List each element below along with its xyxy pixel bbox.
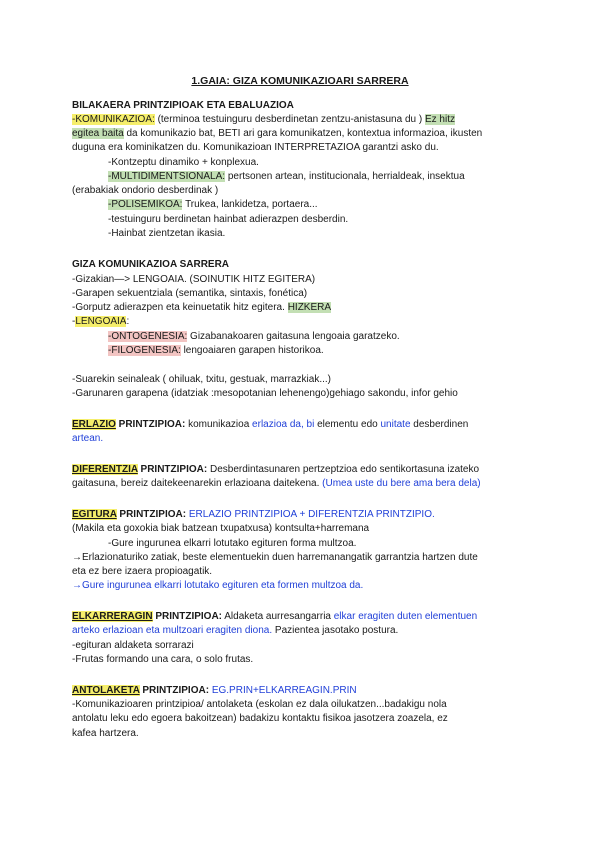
multidimentsionala-term: -MULTIDIMENTSIONALA: [108,171,226,182]
egitura-line-6: →Gure ingurunea elkarri lotutako egituren eta formen multzoa da. [72,580,364,591]
diferentzia-text-1: Desberdintasunaren pertzeptzioa edo sentikortasuna izateko [207,464,480,475]
antolaketa-blue-1: EG.PRIN+ELKARREAGIN.PRIN [211,685,357,696]
garunaren-line: -Garunaren garapena (idatziak :mesopotanian lehenengo)gehiago sakondu, infor gehio [72,388,458,399]
diferentzia-text-2: gaitasuna, bereiz daitekeenarekin erlazioana daitekena. [72,478,323,489]
erlazio-text-2: elementu edo [314,419,381,430]
egitura-label: PRINTZIPIOA: [116,509,189,520]
antolaketa-line-1 [72,684,357,697]
diferentzia-blue-1: (Umea uste du bere ama bera dela) [322,478,481,489]
hizkera-highlight: HIZKERA [287,302,332,313]
antolaketa-name: ANTOLAKETA [72,685,140,696]
section-heading-giza: GIZA KOMUNIKAZIOA SARRERA [72,259,230,270]
polisemikoa-line [108,198,318,211]
lengoaia-dash: - [72,316,76,327]
diferentzia-line-2 [72,477,481,490]
erlazio-text-3: desberdinen [410,419,469,430]
elkarreragin-blue-2: arteko erlazioan eta multzoari eragiten diona. [72,625,273,636]
elkarreragin-label: PRINTZIPIOA: [152,611,223,622]
filogenesia-text: lengoaiaren garapen historikoa. [180,345,324,356]
filogenesia-line [108,344,324,357]
antolaketa-line-2: -Komunikazioaren printzipioa/ antolaketa (eskolan ez dala oilukatzen...badakigu nola [72,699,447,710]
page-title: 1.GAIA: GIZA KOMUNIKAZIOARI SARRERA [191,75,409,87]
antolaketa-line-4: kafea hartzera. [72,728,139,739]
ontogenesia-term: -ONTOGENESIA: [108,331,188,342]
egitura-line-5: eta ez bere izaera propioagatik. [72,566,213,577]
erlazio-blue-2: unitate [380,419,411,430]
polisemikoa-text: Trukea, lankidetza, portaera... [182,199,318,210]
diferentzia-line-1 [72,463,479,476]
gizakian-line: -Gizakian—> LENGOAIA. (SOINUTIK HITZ EGITERA) [72,274,316,285]
lengoaia-term: LENGOAIA [75,316,127,327]
lengoaia-line [72,315,129,328]
gorputz-line [72,301,331,314]
egitura-line-1 [72,508,435,521]
hainbat-line: -Hainbat zientzetan ikasia. [108,228,226,239]
multidimentsionala-text: pertsonen artean, institucionala, herrialdeak, insektua [225,171,465,182]
polisemikoa-term: -POLISEMIKOA: [108,199,183,210]
elkarreragin-line-3: -egituran aldaketa sorrarazi [72,640,194,651]
ontogenesia-text: Gizabanakoaren gaitasuna lengoaia garatzeko. [187,331,400,342]
komunikazioa-term: -KOMUNIKAZIOA: [72,114,155,125]
section-heading-bilakaera: BILAKAERA PRINTZIPIOAK ETA EBALUAZIOA [72,100,294,111]
egitura-line-2: (Makila eta goxokia biak batzean txupatxusa) kontsulta+harremana [72,523,370,534]
komunikazioa-line-3: duguna era kominikatzen du. Komunikazioan INTERPRETAZIOA garantzi asko du. [72,142,439,153]
egitura-line-3: -Gure ingurunea elkarri lotutako egituren forma multzoa. [108,538,357,549]
komunikazioa-line-2 [72,127,482,140]
erlazio-label: PRINTZIPIOA: [115,419,186,430]
elkarreragin-line-4: -Frutas formando una cara, o solo frutas. [72,654,254,665]
erlazio-line-2: artean. [72,433,104,444]
kontzeptu-line: -Kontzeptu dinamiko + konplexua. [108,157,259,168]
suarekin-line: -Suarekin seinaleak ( ohiluak, txitu, gestuak, marrazkiak...) [72,374,331,385]
antolaketa-label: PRINTZIPIOA: [139,685,212,696]
erlazio-text-1: komunikazioa [185,419,253,430]
komunikazioa-text: (terminoa testuinguru desberdinetan zentzu-anistasuna du ) [154,114,425,125]
elkarreragin-line-2 [72,624,398,637]
elkarreragin-name: ELKARRERAGIN [72,611,153,622]
lengoaia-colon: : [126,316,130,327]
egitura-blue-1: ERLAZIO PRINTZIPIOA + DIFERENTZIA PRINTZIPIO. [188,509,435,520]
multidimentsionala-line [108,170,465,183]
elkarreragin-blue-1: elkar eragiten duten elementuen [333,611,478,622]
komunikazioa-highlight-2: egitea baita [72,128,124,139]
testuinguru-line: -testuinguru berdinetan hainbat adierazpen desberdin. [108,214,349,225]
komunikazioa-line-1 [72,113,455,126]
antolaketa-line-3: antolatu leku edo egoera bakoitzean) badakizu kontaktu fisikoa jasotzera zoazela, ez [72,713,448,724]
elkarreragin-line-1 [72,610,477,623]
garapen-line: -Garapen sekuentziala (semantika, sintaxis, fonética) [72,288,308,299]
diferentzia-label: PRINTZIPIOA: [137,464,208,475]
erlazio-name: ERLAZIO [72,419,116,430]
egitura-line-4: →Erlazionaturiko zatiak, beste elementuekin duen harremanangatik garrantzia hartzen dute [72,552,478,563]
elkarreragin-text-2: Pazientea jasotako postura. [272,625,399,636]
komunikazioa-text-2: da komunikazio bat, BETI ari gara komunikatzen, kontextua informazioa, ikusten [123,128,483,139]
gorputz-text: -Gorputz adierazpen eta keinuetatik hitz egitera. [72,302,288,313]
ontogenesia-line [108,330,400,343]
filogenesia-term: -FILOGENESIA: [108,345,181,356]
diferentzia-name: DIFERENTZIA [72,464,138,475]
erlazio-blue-1: erlazioa da, bi [252,419,315,430]
egitura-name: EGITURA [72,509,117,520]
erlazio-line-1 [72,418,468,431]
elkarreragin-text-1: Aldaketa aurresangarria [222,611,334,622]
multidimentsionala-line-2: (erabakiak ondorio desberdinak ) [72,185,219,196]
komunikazioa-highlight-1: Ez hitz [424,114,455,125]
